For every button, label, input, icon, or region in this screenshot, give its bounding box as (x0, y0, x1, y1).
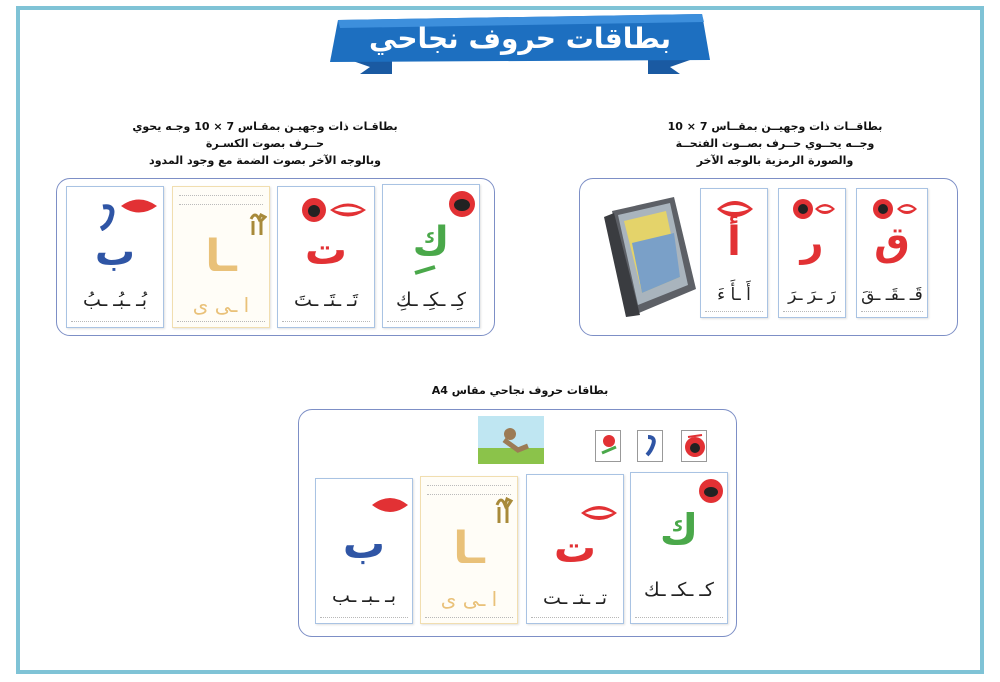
card-letter: ق (874, 219, 910, 265)
card-letter-forms: أَ ـأَ ءَ (717, 285, 751, 305)
left-description-line: بطاقـات ذات وجهيـن بمقـاس 7 × 10 وجـه يحوي (132, 120, 398, 133)
card-letter: ـا (205, 231, 237, 282)
symbol-card (595, 430, 621, 462)
letter-card (700, 188, 768, 318)
smile-mouth-icon (579, 501, 619, 525)
damma-character-icon (95, 203, 119, 231)
letter-card (382, 184, 480, 328)
symbol-card (681, 430, 707, 462)
fatha-mouth-icon (596, 431, 622, 461)
card-package-image (604, 193, 700, 319)
bottom-description: بطاقات حروف نجاحي مقاس A4 (431, 384, 609, 397)
page-title: بطاقات حروف نجاحي (368, 21, 672, 55)
card-letter: ك (659, 505, 699, 554)
card-footer (177, 321, 265, 325)
card-letter: ت (553, 523, 597, 572)
camel-icon (493, 491, 515, 525)
card-instructions-text (179, 195, 263, 205)
card-letter-forms: قَـ ـقَـ ـقَ (861, 285, 923, 305)
lips-icon (119, 195, 159, 217)
left-description-line: وبالوجه الآخر بصوت الضمة مع وجود المدود (149, 154, 381, 167)
letter-card (778, 188, 846, 318)
card-footer (320, 617, 408, 621)
card-footer (861, 311, 923, 315)
card-letter: ب (94, 229, 136, 275)
letter-card (277, 186, 375, 328)
card-footer (635, 617, 723, 621)
card-letter: ب (342, 519, 386, 568)
card-footer (705, 311, 763, 315)
card-footer (71, 321, 159, 325)
card-letter-forms: ا ـى ى (192, 293, 250, 317)
card-letter-forms: ا ـى ى (440, 587, 498, 611)
card-letter-forms: كِـ ـكِـ ـكِ (396, 289, 466, 311)
card-letter: أ (727, 219, 741, 265)
symbol-card (637, 430, 663, 462)
title-banner (330, 14, 710, 74)
a4-letter-card (630, 472, 728, 624)
lips-icon (370, 493, 410, 517)
a4-letter-card (420, 476, 518, 624)
card-letter-forms: بُـ ـبُـ ـبُ (82, 289, 148, 311)
card-letter-forms: كـ ـكـ ـك (644, 579, 714, 601)
card-letter-forms: تَـ ـتَـ ـتَ (293, 289, 359, 311)
mouth-icon (300, 193, 368, 227)
kasra-mouth-icon (682, 431, 708, 461)
card-letter: ت (304, 225, 348, 274)
left-description (130, 118, 400, 169)
damma-mouth-icon (638, 431, 664, 461)
a4-letter-card (315, 478, 413, 624)
playing-child-image (478, 416, 544, 464)
kasra-character-icon (413, 263, 439, 277)
card-footer (282, 321, 370, 325)
card-letter-forms: رَ ـرَ ـرَ (788, 285, 836, 305)
card-letter-forms: تـ ـتـ ـت (542, 587, 608, 609)
right-description-line: والصورة الرمزية بالوجه الآخر (696, 154, 854, 167)
card-letter: ك (412, 219, 450, 265)
card-letter-forms: بـ ـبـ ـب (331, 585, 397, 607)
a4-letter-card (526, 474, 624, 624)
card-letter: ر (800, 219, 824, 265)
right-description-line: بطاقــات ذات وجهيــن بمقــاس 7 × 10 (667, 120, 883, 133)
card-footer (425, 617, 513, 621)
open-mouth-icon (697, 477, 725, 505)
left-description-line: حــرف بصوت الكسـرة (205, 137, 325, 150)
letter-card (856, 188, 928, 318)
card-footer (783, 311, 841, 315)
right-description-line: وجــه يحــوي حــرف بصــوت الفتحــة (675, 137, 875, 150)
card-footer (387, 321, 475, 325)
letter-card (66, 186, 164, 328)
card-letter: ـا (453, 523, 485, 574)
open-mouth-icon (447, 189, 477, 219)
right-description (650, 118, 900, 169)
card-footer (531, 617, 619, 621)
letter-card (172, 186, 270, 328)
